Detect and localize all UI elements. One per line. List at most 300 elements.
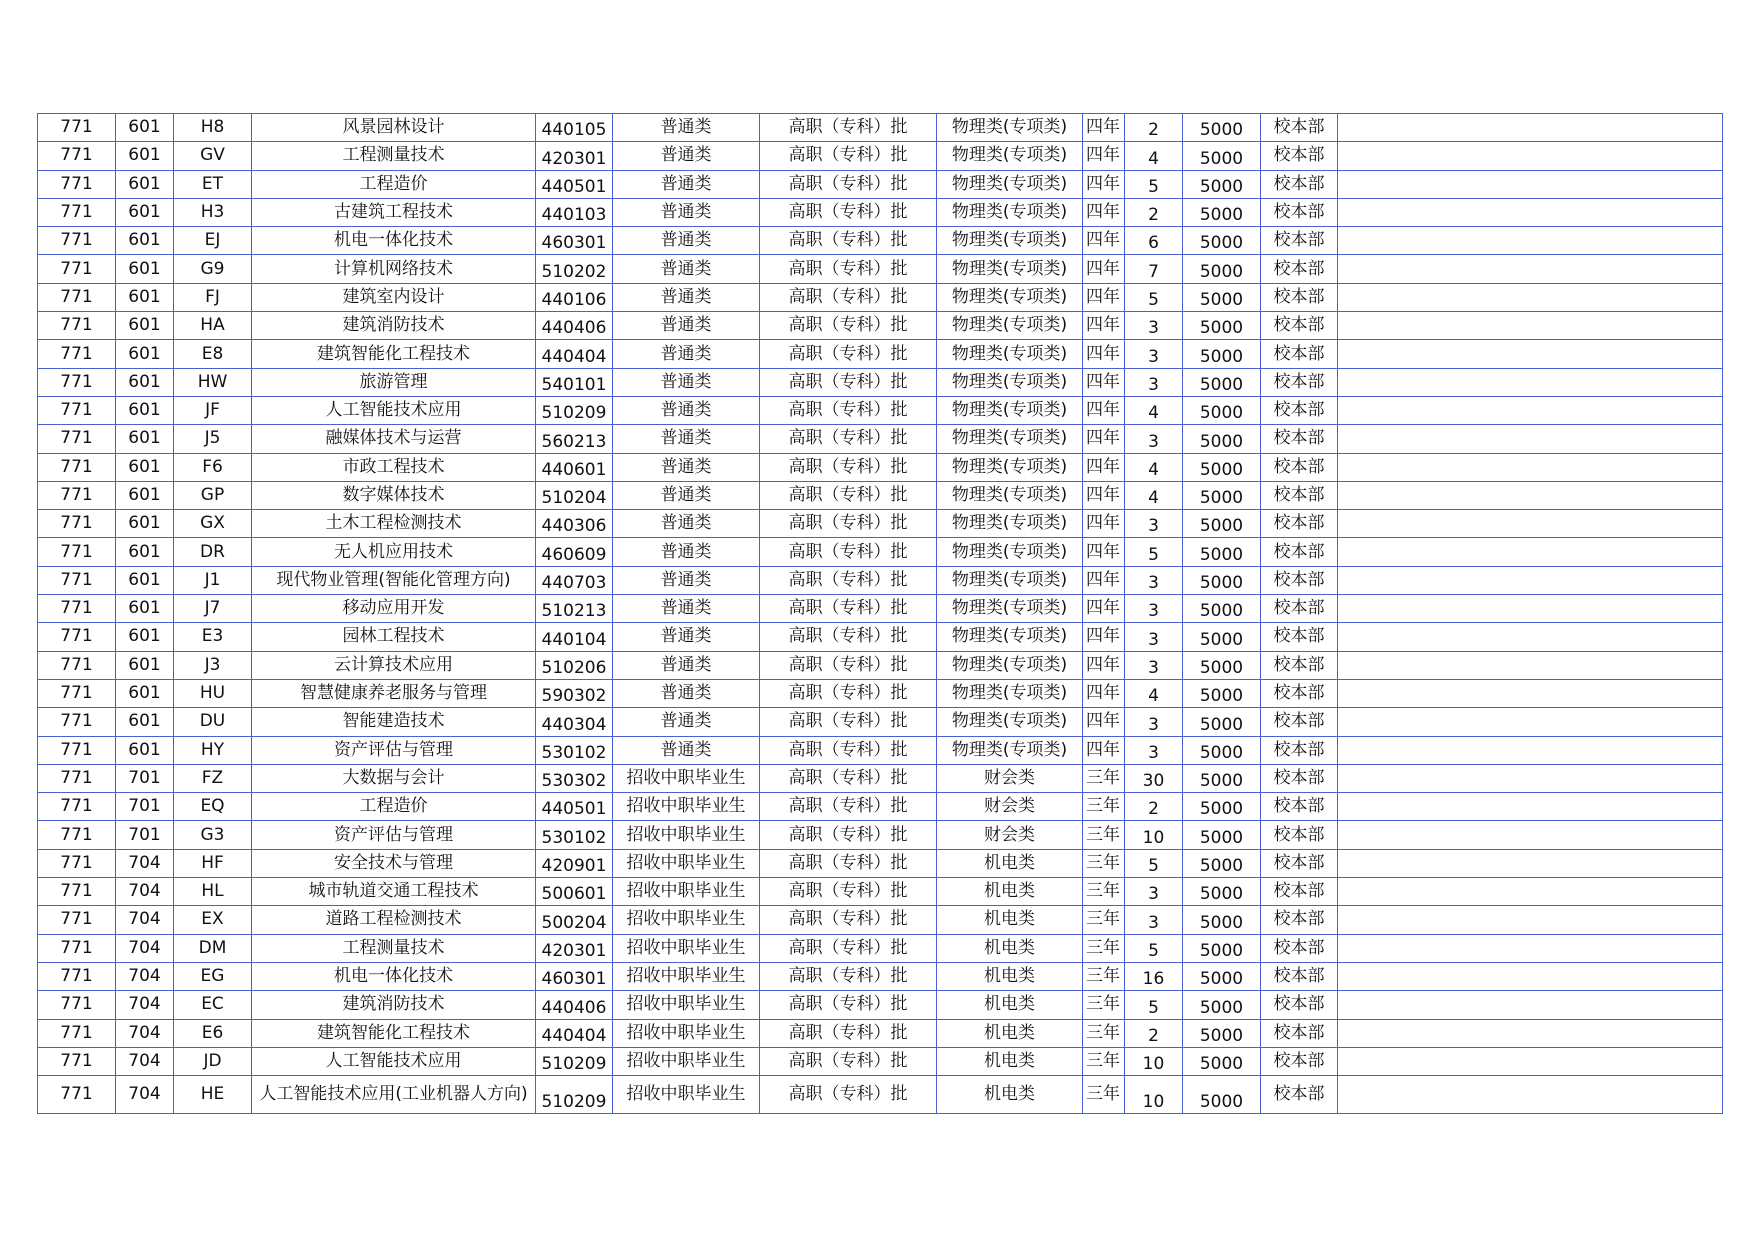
major-code-cell: JD [174, 1047, 252, 1075]
duration-cell: 四年 [1083, 481, 1125, 509]
duration-cell: 四年 [1083, 566, 1125, 594]
quota-cell: 10 [1125, 1076, 1183, 1114]
major-code-cell: HU [174, 679, 252, 707]
batch-cell: 高职（专科）批 [760, 679, 937, 707]
program-code-cell: 460301 [536, 962, 613, 990]
quota-cell: 5 [1125, 283, 1183, 311]
school-code-cell: 771 [38, 849, 116, 877]
table-row [38, 114, 1723, 142]
note-cell [1338, 651, 1723, 679]
group-code-cell: 601 [116, 396, 174, 424]
subject-type-cell: 机电类 [937, 962, 1083, 990]
major-code-cell: HF [174, 849, 252, 877]
quota-cell: 3 [1125, 736, 1183, 764]
group-code-cell: 704 [116, 1047, 174, 1075]
note-cell [1338, 340, 1723, 368]
table-row [38, 906, 1723, 934]
program-code-cell: 420301 [536, 142, 613, 170]
major-code-cell: EC [174, 991, 252, 1019]
tuition-cell: 5000 [1183, 142, 1261, 170]
subject-type-cell: 物理类(专项类) [937, 736, 1083, 764]
note-cell [1338, 708, 1723, 736]
tuition-cell: 5000 [1183, 453, 1261, 481]
table-row [38, 142, 1723, 170]
category-cell: 普通类 [613, 481, 760, 509]
tuition-cell: 5000 [1183, 538, 1261, 566]
quota-cell: 3 [1125, 878, 1183, 906]
category-cell: 招收中职毕业生 [613, 1076, 760, 1114]
major-name-cell: 建筑智能化工程技术 [252, 340, 536, 368]
tuition-cell: 5000 [1183, 396, 1261, 424]
quota-cell: 3 [1125, 623, 1183, 651]
enrollment-plan-table [37, 113, 1723, 1114]
program-code-cell: 590302 [536, 679, 613, 707]
duration-cell: 三年 [1083, 821, 1125, 849]
major-code-cell: HW [174, 368, 252, 396]
batch-cell: 高职（专科）批 [760, 764, 937, 792]
category-cell: 招收中职毕业生 [613, 878, 760, 906]
table-row [38, 283, 1723, 311]
program-code-cell: 440703 [536, 566, 613, 594]
note-cell [1338, 453, 1723, 481]
category-cell: 招收中职毕业生 [613, 793, 760, 821]
major-name-cell: 机电一体化技术 [252, 962, 536, 990]
tuition-cell: 5000 [1183, 764, 1261, 792]
group-code-cell: 704 [116, 878, 174, 906]
category-cell: 普通类 [613, 283, 760, 311]
school-code-cell: 771 [38, 679, 116, 707]
campus-cell: 校本部 [1261, 312, 1338, 340]
tuition-cell: 5000 [1183, 651, 1261, 679]
note-cell [1338, 538, 1723, 566]
campus-cell: 校本部 [1261, 962, 1338, 990]
group-code-cell: 601 [116, 312, 174, 340]
table-row [38, 821, 1723, 849]
major-code-cell: EJ [174, 227, 252, 255]
quota-cell: 4 [1125, 481, 1183, 509]
school-code-cell: 771 [38, 878, 116, 906]
note-cell [1338, 396, 1723, 424]
batch-cell: 高职（专科）批 [760, 934, 937, 962]
batch-cell: 高职（专科）批 [760, 708, 937, 736]
campus-cell: 校本部 [1261, 1047, 1338, 1075]
campus-cell: 校本部 [1261, 142, 1338, 170]
duration-cell: 三年 [1083, 991, 1125, 1019]
category-cell: 招收中职毕业生 [613, 991, 760, 1019]
program-code-cell: 540101 [536, 368, 613, 396]
school-code-cell: 771 [38, 651, 116, 679]
note-cell [1338, 849, 1723, 877]
campus-cell: 校本部 [1261, 368, 1338, 396]
program-code-cell: 510206 [536, 651, 613, 679]
subject-type-cell: 机电类 [937, 878, 1083, 906]
tuition-cell: 5000 [1183, 595, 1261, 623]
program-code-cell: 500204 [536, 906, 613, 934]
group-code-cell: 601 [116, 623, 174, 651]
program-code-cell: 440304 [536, 708, 613, 736]
school-code-cell: 771 [38, 481, 116, 509]
quota-cell: 4 [1125, 142, 1183, 170]
subject-type-cell: 物理类(专项类) [937, 538, 1083, 566]
note-cell [1338, 198, 1723, 226]
batch-cell: 高职（专科）批 [760, 651, 937, 679]
quota-cell: 3 [1125, 906, 1183, 934]
quota-cell: 2 [1125, 793, 1183, 821]
subject-type-cell: 物理类(专项类) [937, 114, 1083, 142]
table-body [38, 114, 1723, 1114]
duration-cell: 四年 [1083, 312, 1125, 340]
batch-cell: 高职（专科）批 [760, 396, 937, 424]
note-cell [1338, 510, 1723, 538]
tuition-cell: 5000 [1183, 991, 1261, 1019]
major-code-cell: FJ [174, 283, 252, 311]
tuition-cell: 5000 [1183, 227, 1261, 255]
note-cell [1338, 283, 1723, 311]
duration-cell: 四年 [1083, 396, 1125, 424]
major-name-cell: 人工智能技术应用 [252, 1047, 536, 1075]
major-code-cell: GP [174, 481, 252, 509]
major-name-cell: 道路工程检测技术 [252, 906, 536, 934]
category-cell: 普通类 [613, 368, 760, 396]
batch-cell: 高职（专科）批 [760, 453, 937, 481]
category-cell: 招收中职毕业生 [613, 906, 760, 934]
tuition-cell: 5000 [1183, 255, 1261, 283]
campus-cell: 校本部 [1261, 736, 1338, 764]
quota-cell: 5 [1125, 934, 1183, 962]
program-code-cell: 510204 [536, 481, 613, 509]
duration-cell: 三年 [1083, 849, 1125, 877]
batch-cell: 高职（专科）批 [760, 849, 937, 877]
batch-cell: 高职（专科）批 [760, 255, 937, 283]
category-cell: 普通类 [613, 396, 760, 424]
quota-cell: 16 [1125, 962, 1183, 990]
table-row [38, 651, 1723, 679]
group-code-cell: 601 [116, 651, 174, 679]
batch-cell: 高职（专科）批 [760, 821, 937, 849]
major-code-cell: J3 [174, 651, 252, 679]
note-cell [1338, 170, 1723, 198]
campus-cell: 校本部 [1261, 198, 1338, 226]
subject-type-cell: 物理类(专项类) [937, 425, 1083, 453]
batch-cell: 高职（专科）批 [760, 312, 937, 340]
duration-cell: 四年 [1083, 453, 1125, 481]
subject-type-cell: 物理类(专项类) [937, 481, 1083, 509]
duration-cell: 四年 [1083, 538, 1125, 566]
program-code-cell: 440106 [536, 283, 613, 311]
major-code-cell: DU [174, 708, 252, 736]
duration-cell: 四年 [1083, 198, 1125, 226]
quota-cell: 2 [1125, 198, 1183, 226]
batch-cell: 高职（专科）批 [760, 878, 937, 906]
major-code-cell: DR [174, 538, 252, 566]
major-name-cell: 古建筑工程技术 [252, 198, 536, 226]
duration-cell: 四年 [1083, 425, 1125, 453]
duration-cell: 四年 [1083, 340, 1125, 368]
major-code-cell: GX [174, 510, 252, 538]
major-code-cell: E3 [174, 623, 252, 651]
quota-cell: 10 [1125, 1047, 1183, 1075]
note-cell [1338, 991, 1723, 1019]
major-name-cell: 建筑智能化工程技术 [252, 1019, 536, 1047]
program-code-cell: 440501 [536, 170, 613, 198]
campus-cell: 校本部 [1261, 396, 1338, 424]
subject-type-cell: 物理类(专项类) [937, 198, 1083, 226]
duration-cell: 四年 [1083, 170, 1125, 198]
program-code-cell: 440306 [536, 510, 613, 538]
batch-cell: 高职（专科）批 [760, 283, 937, 311]
program-code-cell: 440601 [536, 453, 613, 481]
table-row [38, 595, 1723, 623]
table-row [38, 510, 1723, 538]
subject-type-cell: 机电类 [937, 1019, 1083, 1047]
tuition-cell: 5000 [1183, 1047, 1261, 1075]
duration-cell: 三年 [1083, 1019, 1125, 1047]
table-row [38, 623, 1723, 651]
group-code-cell: 704 [116, 849, 174, 877]
subject-type-cell: 物理类(专项类) [937, 708, 1083, 736]
quota-cell: 3 [1125, 340, 1183, 368]
quota-cell: 2 [1125, 114, 1183, 142]
school-code-cell: 771 [38, 396, 116, 424]
major-code-cell: GV [174, 142, 252, 170]
major-code-cell: F6 [174, 453, 252, 481]
campus-cell: 校本部 [1261, 1076, 1338, 1114]
major-name-cell: 云计算技术应用 [252, 651, 536, 679]
category-cell: 普通类 [613, 312, 760, 340]
major-code-cell: G3 [174, 821, 252, 849]
program-code-cell: 440406 [536, 991, 613, 1019]
group-code-cell: 601 [116, 368, 174, 396]
quota-cell: 4 [1125, 679, 1183, 707]
school-code-cell: 771 [38, 368, 116, 396]
category-cell: 招收中职毕业生 [613, 1019, 760, 1047]
note-cell [1338, 623, 1723, 651]
category-cell: 普通类 [613, 425, 760, 453]
subject-type-cell: 物理类(专项类) [937, 566, 1083, 594]
school-code-cell: 771 [38, 312, 116, 340]
tuition-cell: 5000 [1183, 736, 1261, 764]
campus-cell: 校本部 [1261, 340, 1338, 368]
major-code-cell: HA [174, 312, 252, 340]
subject-type-cell: 物理类(专项类) [937, 595, 1083, 623]
table-row [38, 1047, 1723, 1075]
group-code-cell: 601 [116, 510, 174, 538]
quota-cell: 3 [1125, 651, 1183, 679]
major-name-cell: 工程造价 [252, 793, 536, 821]
table-row [38, 991, 1723, 1019]
campus-cell: 校本部 [1261, 991, 1338, 1019]
quota-cell: 3 [1125, 425, 1183, 453]
major-code-cell: HL [174, 878, 252, 906]
tuition-cell: 5000 [1183, 878, 1261, 906]
tuition-cell: 5000 [1183, 198, 1261, 226]
school-code-cell: 771 [38, 255, 116, 283]
batch-cell: 高职（专科）批 [760, 510, 937, 538]
table-row [38, 538, 1723, 566]
major-name-cell: 智能建造技术 [252, 708, 536, 736]
group-code-cell: 601 [116, 566, 174, 594]
category-cell: 普通类 [613, 679, 760, 707]
group-code-cell: 601 [116, 453, 174, 481]
subject-type-cell: 机电类 [937, 934, 1083, 962]
quota-cell: 3 [1125, 312, 1183, 340]
school-code-cell: 771 [38, 736, 116, 764]
school-code-cell: 771 [38, 962, 116, 990]
subject-type-cell: 机电类 [937, 849, 1083, 877]
category-cell: 普通类 [613, 538, 760, 566]
duration-cell: 三年 [1083, 906, 1125, 934]
note-cell [1338, 425, 1723, 453]
major-name-cell: 融媒体技术与运营 [252, 425, 536, 453]
major-code-cell: JF [174, 396, 252, 424]
campus-cell: 校本部 [1261, 114, 1338, 142]
category-cell: 普通类 [613, 255, 760, 283]
group-code-cell: 704 [116, 991, 174, 1019]
subject-type-cell: 财会类 [937, 764, 1083, 792]
category-cell: 普通类 [613, 708, 760, 736]
category-cell: 普通类 [613, 340, 760, 368]
campus-cell: 校本部 [1261, 679, 1338, 707]
campus-cell: 校本部 [1261, 821, 1338, 849]
campus-cell: 校本部 [1261, 481, 1338, 509]
quota-cell: 5 [1125, 991, 1183, 1019]
table-row [38, 453, 1723, 481]
batch-cell: 高职（专科）批 [760, 142, 937, 170]
duration-cell: 四年 [1083, 510, 1125, 538]
quota-cell: 3 [1125, 566, 1183, 594]
batch-cell: 高职（专科）批 [760, 793, 937, 821]
tuition-cell: 5000 [1183, 283, 1261, 311]
duration-cell: 四年 [1083, 595, 1125, 623]
subject-type-cell: 物理类(专项类) [937, 170, 1083, 198]
subject-type-cell: 物理类(专项类) [937, 396, 1083, 424]
tuition-cell: 5000 [1183, 114, 1261, 142]
quota-cell: 7 [1125, 255, 1183, 283]
major-name-cell: 建筑室内设计 [252, 283, 536, 311]
note-cell [1338, 312, 1723, 340]
tuition-cell: 5000 [1183, 312, 1261, 340]
tuition-cell: 5000 [1183, 679, 1261, 707]
tuition-cell: 5000 [1183, 481, 1261, 509]
batch-cell: 高职（专科）批 [760, 595, 937, 623]
tuition-cell: 5000 [1183, 510, 1261, 538]
major-name-cell: 数字媒体技术 [252, 481, 536, 509]
subject-type-cell: 财会类 [937, 793, 1083, 821]
major-name-cell: 城市轨道交通工程技术 [252, 878, 536, 906]
duration-cell: 三年 [1083, 1076, 1125, 1114]
table-row [38, 878, 1723, 906]
major-name-cell: 移动应用开发 [252, 595, 536, 623]
subject-type-cell: 物理类(专项类) [937, 623, 1083, 651]
quota-cell: 5 [1125, 170, 1183, 198]
school-code-cell: 771 [38, 1047, 116, 1075]
program-code-cell: 510209 [536, 1047, 613, 1075]
major-name-cell: 机电一体化技术 [252, 227, 536, 255]
subject-type-cell: 机电类 [937, 1076, 1083, 1114]
program-code-cell: 510209 [536, 1076, 613, 1114]
campus-cell: 校本部 [1261, 453, 1338, 481]
group-code-cell: 601 [116, 538, 174, 566]
batch-cell: 高职（专科）批 [760, 736, 937, 764]
major-name-cell: 智慧健康养老服务与管理 [252, 679, 536, 707]
duration-cell: 三年 [1083, 878, 1125, 906]
program-code-cell: 530102 [536, 821, 613, 849]
quota-cell: 3 [1125, 510, 1183, 538]
school-code-cell: 771 [38, 227, 116, 255]
major-name-cell: 工程测量技术 [252, 934, 536, 962]
table-row [38, 255, 1723, 283]
quota-cell: 2 [1125, 1019, 1183, 1047]
group-code-cell: 601 [116, 708, 174, 736]
major-name-cell: 无人机应用技术 [252, 538, 536, 566]
note-cell [1338, 878, 1723, 906]
table-row [38, 481, 1723, 509]
duration-cell: 三年 [1083, 764, 1125, 792]
quota-cell: 4 [1125, 396, 1183, 424]
duration-cell: 四年 [1083, 114, 1125, 142]
table-row [38, 198, 1723, 226]
school-code-cell: 771 [38, 991, 116, 1019]
group-code-cell: 601 [116, 481, 174, 509]
major-name-cell: 工程造价 [252, 170, 536, 198]
quota-cell: 5 [1125, 538, 1183, 566]
major-name-cell: 市政工程技术 [252, 453, 536, 481]
group-code-cell: 704 [116, 1019, 174, 1047]
category-cell: 普通类 [613, 114, 760, 142]
note-cell [1338, 736, 1723, 764]
note-cell [1338, 1019, 1723, 1047]
campus-cell: 校本部 [1261, 1019, 1338, 1047]
group-code-cell: 601 [116, 198, 174, 226]
subject-type-cell: 物理类(专项类) [937, 340, 1083, 368]
campus-cell: 校本部 [1261, 793, 1338, 821]
note-cell [1338, 1047, 1723, 1075]
table-row [38, 312, 1723, 340]
school-code-cell: 771 [38, 510, 116, 538]
batch-cell: 高职（专科）批 [760, 991, 937, 1019]
note-cell [1338, 821, 1723, 849]
program-code-cell: 530302 [536, 764, 613, 792]
major-name-cell: 安全技术与管理 [252, 849, 536, 877]
school-code-cell: 771 [38, 340, 116, 368]
batch-cell: 高职（专科）批 [760, 170, 937, 198]
note-cell [1338, 114, 1723, 142]
major-code-cell: FZ [174, 764, 252, 792]
subject-type-cell: 物理类(专项类) [937, 142, 1083, 170]
program-code-cell: 440404 [536, 340, 613, 368]
program-code-cell: 440105 [536, 114, 613, 142]
table-row [38, 934, 1723, 962]
subject-type-cell: 物理类(专项类) [937, 368, 1083, 396]
subject-type-cell: 物理类(专项类) [937, 453, 1083, 481]
major-name-cell: 建筑消防技术 [252, 312, 536, 340]
program-code-cell: 510202 [536, 255, 613, 283]
program-code-cell: 440404 [536, 1019, 613, 1047]
major-name-cell: 园林工程技术 [252, 623, 536, 651]
note-cell [1338, 764, 1723, 792]
note-cell [1338, 962, 1723, 990]
program-code-cell: 560213 [536, 425, 613, 453]
table-row [38, 425, 1723, 453]
batch-cell: 高职（专科）批 [760, 538, 937, 566]
campus-cell: 校本部 [1261, 934, 1338, 962]
program-code-cell: 440104 [536, 623, 613, 651]
school-code-cell: 771 [38, 142, 116, 170]
quota-cell: 30 [1125, 764, 1183, 792]
group-code-cell: 601 [116, 283, 174, 311]
group-code-cell: 601 [116, 340, 174, 368]
major-name-cell: 人工智能技术应用 [252, 396, 536, 424]
